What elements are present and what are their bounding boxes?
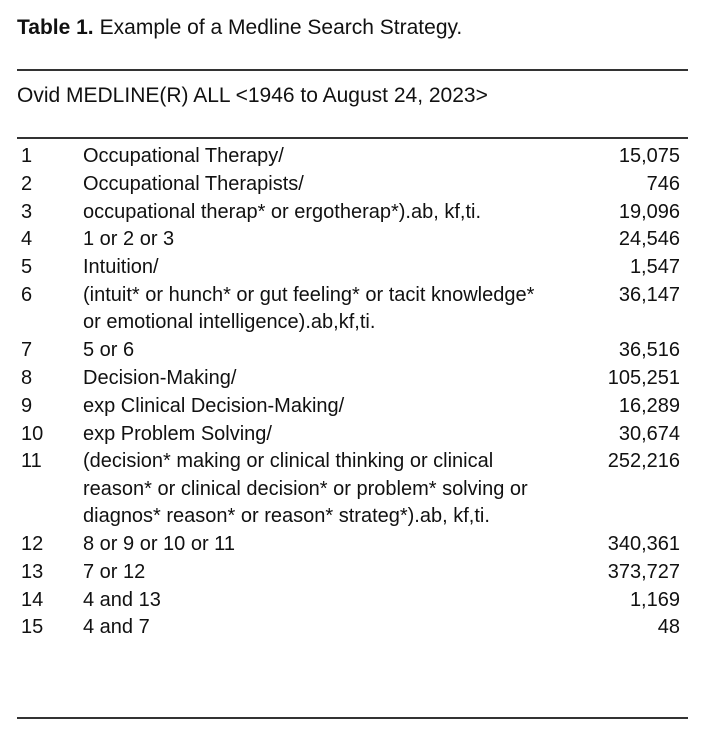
table-row	[17, 421, 688, 449]
search-term: Decision-Making/	[83, 366, 237, 389]
table-row	[17, 448, 688, 531]
result-count: 105,251	[607, 366, 680, 389]
row-number: 13	[21, 560, 44, 583]
search-term: Occupational Therapists/	[83, 172, 304, 195]
result-count: 373,727	[607, 560, 680, 583]
result-count: 1,169	[629, 588, 680, 611]
top-rule	[17, 69, 688, 71]
search-term: exp Problem Solving/	[83, 422, 272, 445]
table-caption	[17, 16, 462, 40]
table-title: Example of a Medline Search Strategy.	[99, 16, 463, 39]
result-count: 15,075	[618, 145, 680, 167]
row-number: 2	[21, 172, 33, 195]
table-row	[17, 531, 688, 559]
result-count: 30,674	[618, 422, 680, 445]
row-number: 5	[21, 256, 33, 279]
row-number: 1	[21, 145, 33, 167]
search-term: Intuition/	[83, 256, 159, 279]
row-number: 4	[21, 228, 33, 251]
result-count: 36,147	[618, 283, 680, 306]
table-row	[17, 365, 688, 393]
row-number: 7	[21, 339, 33, 362]
table-row	[17, 199, 688, 227]
row-number: 11	[21, 450, 42, 473]
row-number: 10	[21, 422, 44, 445]
table-row	[17, 143, 688, 171]
search-term: 7 or 12	[83, 560, 146, 583]
row-number: 9	[21, 394, 33, 417]
row-number: 12	[21, 532, 44, 555]
table-row	[17, 337, 688, 365]
search-term: 5 or 6	[83, 339, 135, 362]
table-row	[17, 254, 688, 282]
header-rule	[17, 137, 688, 139]
search-term: exp Clinical Decision-Making/	[83, 394, 345, 417]
search-term: Occupational Therapy/	[83, 145, 284, 167]
result-count: 746	[646, 172, 680, 195]
table-row	[17, 226, 688, 254]
search-strategy-table	[17, 143, 688, 642]
search-term: 8 or 9 or 10 or 11	[83, 532, 235, 555]
result-count: 1,547	[629, 256, 680, 279]
search-term: occupational therap* or ergotherap*).ab, kf,ti.	[83, 200, 482, 223]
search-term: (intuit* or hunch* or gut feeling* or tacit knowledge* or emotional intelligence).ab,kf,ti.	[83, 283, 535, 334]
row-number: 8	[21, 366, 33, 389]
search-term: (decision* making or clinical thinking or clinical reason* or clinical decision* or problem* solving or diagnos* reason* or reason* strateg*).ab, kf,ti.	[83, 450, 528, 528]
table-row	[17, 559, 688, 587]
bottom-rule	[17, 717, 688, 719]
result-count: 252,216	[607, 450, 680, 473]
search-term: 4 and 7	[83, 616, 150, 639]
row-number: 15	[21, 616, 44, 639]
result-count: 24,546	[618, 228, 680, 251]
result-count: 19,096	[618, 200, 680, 223]
table-row	[17, 393, 688, 421]
table-label: Table 1.	[17, 16, 94, 39]
table-row	[17, 282, 688, 337]
search-term: 4 and 13	[83, 588, 161, 611]
result-count: 48	[657, 616, 680, 639]
table-row	[17, 171, 688, 199]
database-header: Ovid MEDLINE(R) ALL <1946 to August 24, 2023>	[17, 84, 488, 107]
result-count: 36,516	[618, 339, 680, 362]
result-count: 16,289	[618, 394, 680, 417]
table-row	[17, 587, 688, 615]
row-number: 14	[21, 588, 44, 611]
result-count: 340,361	[607, 532, 680, 555]
search-term: 1 or 2 or 3	[83, 228, 175, 251]
table-row	[17, 614, 688, 642]
row-number: 3	[21, 200, 33, 223]
row-number: 6	[21, 283, 33, 306]
